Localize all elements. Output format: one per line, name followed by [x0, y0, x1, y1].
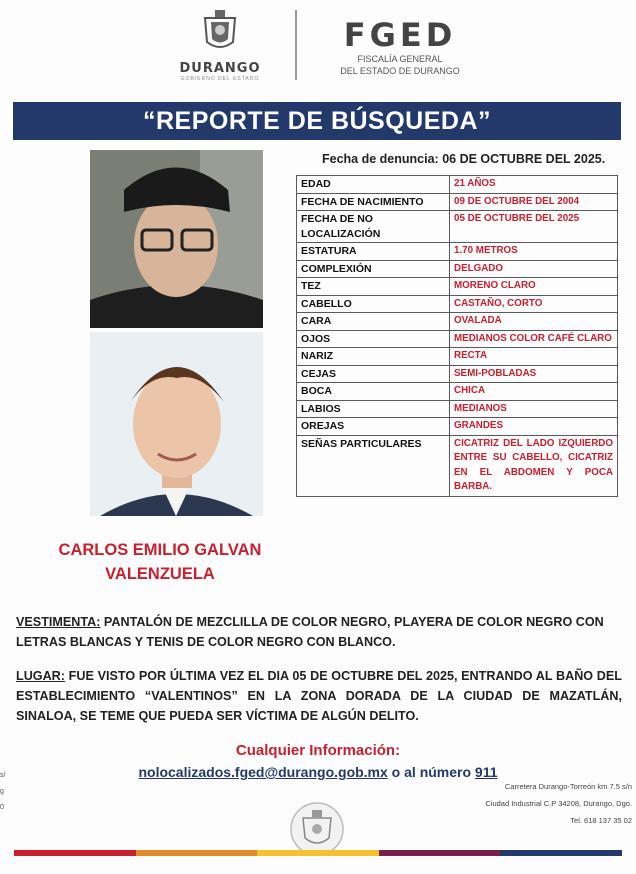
details-label: COMPLEXIÓN — [297, 260, 450, 278]
details-value: RECTA — [450, 348, 618, 366]
person-photo-1-image — [90, 150, 263, 328]
details-value: 1.70 METROS — [450, 243, 618, 261]
margin-fragments — [0, 768, 5, 816]
report-date — [322, 152, 605, 166]
details-label: CARA — [297, 313, 450, 331]
details-row — [297, 400, 618, 418]
details-label: OREJAS — [297, 418, 450, 436]
person-name-line2: VALENZUELA — [105, 565, 215, 583]
details-row — [297, 365, 618, 383]
durango-crest-icon — [199, 8, 241, 54]
details-value: MEDIANOS — [450, 400, 618, 418]
fged-acronym: FGED — [343, 16, 457, 54]
details-label: TEZ — [297, 278, 450, 296]
details-row — [297, 295, 618, 313]
color-bar-segment — [379, 850, 501, 856]
details-label: SEÑAS PARTICULARES — [297, 435, 450, 496]
details-label: ESTATURA — [297, 243, 450, 261]
details-table — [296, 175, 618, 497]
contact-connector: o al número — [387, 764, 475, 780]
person-photo-2-image — [90, 332, 263, 516]
place-label: LUGAR: — [16, 669, 65, 683]
details-row — [297, 418, 618, 436]
clothing-label: VESTIMENTA: — [16, 615, 101, 629]
details-row — [297, 176, 618, 194]
details-row — [297, 260, 618, 278]
fged-name-line2: DEL ESTADO DE DURANGO — [340, 66, 460, 76]
report-date-label: Fecha de denuncia: — [322, 152, 439, 166]
details-label: CABELLO — [297, 295, 450, 313]
fged-name-line1: FISCALÍA GENERAL — [357, 54, 443, 64]
details-value: CICATRIZ DEL LADO IZQUIERDO ENTRE SU CABELLO, CICATRIZ EN EL ABDOMEN Y POCA BARBA. — [450, 435, 618, 496]
durango-logo — [160, 8, 280, 86]
address-block — [422, 778, 632, 829]
details-value: MEDIANOS COLOR CAFÉ CLARO — [450, 330, 618, 348]
footer-color-bar — [14, 850, 622, 856]
details-label: EDAD — [297, 176, 450, 194]
durango-logo-subtitle: GOBIERNO DEL ESTADO — [180, 76, 260, 82]
person-name-line1: CARLOS EMILIO GALVAN — [58, 541, 262, 559]
clothing-paragraph — [16, 612, 622, 652]
details-value: SEMI-POBLADAS — [450, 365, 618, 383]
details-row — [297, 435, 618, 496]
header-divider — [295, 10, 297, 80]
details-value: MORENO CLARO — [450, 278, 618, 296]
details-value: CASTAÑO, CORTO — [450, 295, 618, 313]
clothing-text: PANTALÓN DE MEZCLILLA DE COLOR NEGRO, PLAYERA DE COLOR NEGRO CON LETRAS BLANCAS Y TENIS DE COLOR NEGRO CON BLANCO. — [16, 615, 604, 649]
margin-fragment: s/ — [0, 772, 6, 779]
details-value: CHICA — [450, 383, 618, 401]
margin-fragment: g — [0, 788, 4, 795]
address-line2: Ciudad Industrial C.P 34208, Durango, Dgo. — [485, 799, 632, 808]
details-value: GRANDES — [450, 418, 618, 436]
details-row — [297, 278, 618, 296]
address-line3: Tel. 618 137 35 02 — [570, 816, 632, 825]
report-date-value: 06 DE OCTUBRE DEL 2025. — [442, 152, 606, 166]
color-bar-segment — [14, 850, 136, 856]
details-label: FECHA DE NO LOCALIZACIÓN — [297, 211, 450, 243]
details-row — [297, 348, 618, 366]
details-row — [297, 243, 618, 261]
place-text: FUE VISTO POR ÚLTIMA VEZ EL DIA 05 DE OCTUBRE DEL 2025, ENTRANDO AL BAÑO DEL ESTABLECIMIENTO “VALENTINOS” EN LA ZONA DORADA DE LA CIUDAD DE MAZATLÁN, SINALOA, SE TEME QUE PUEDA SER VÍCTIMA DE ALGÚN DELITO. — [16, 669, 622, 723]
details-value: 09 DE OCTUBRE DEL 2004 — [450, 193, 618, 211]
fged-logo — [320, 18, 480, 76]
contact-email-link[interactable]: nolocalizados.fged@durango.gob.mx — [138, 764, 388, 780]
contact-title: Cualquier Información: — [235, 742, 401, 759]
details-label: CEJAS — [297, 365, 450, 383]
color-bar-segment — [500, 850, 622, 856]
details-value: OVALADA — [450, 313, 618, 331]
details-value: DELGADO — [450, 260, 618, 278]
person-photo-2 — [90, 332, 263, 516]
person-name — [40, 538, 280, 586]
address-line1: Carretera Durango-Torreón km 7.5 s/n — [504, 782, 632, 791]
details-label: LABIOS — [297, 400, 450, 418]
person-photo-1 — [90, 150, 263, 328]
details-row — [297, 313, 618, 331]
contact-phone[interactable]: 911 — [474, 764, 498, 780]
margin-fragment: 0 — [0, 804, 4, 811]
details-label: OJOS — [297, 330, 450, 348]
details-value: 05 DE OCTUBRE DEL 2025 — [450, 211, 618, 243]
details-label: FECHA DE NACIMIENTO — [297, 193, 450, 211]
details-row — [297, 193, 618, 211]
details-value: 21 AÑOS — [450, 176, 618, 194]
color-bar-segment — [257, 850, 379, 856]
header — [0, 0, 636, 95]
details-row — [297, 211, 618, 243]
details-label: NARIZ — [297, 348, 450, 366]
durango-logo-word: DURANGO — [179, 61, 261, 76]
report-title: “REPORTE DE BÚSQUEDA” — [13, 102, 621, 140]
color-bar-segment — [136, 850, 258, 856]
details-label: BOCA — [297, 383, 450, 401]
details-row — [297, 330, 618, 348]
place-paragraph — [16, 666, 622, 726]
details-row — [297, 383, 618, 401]
